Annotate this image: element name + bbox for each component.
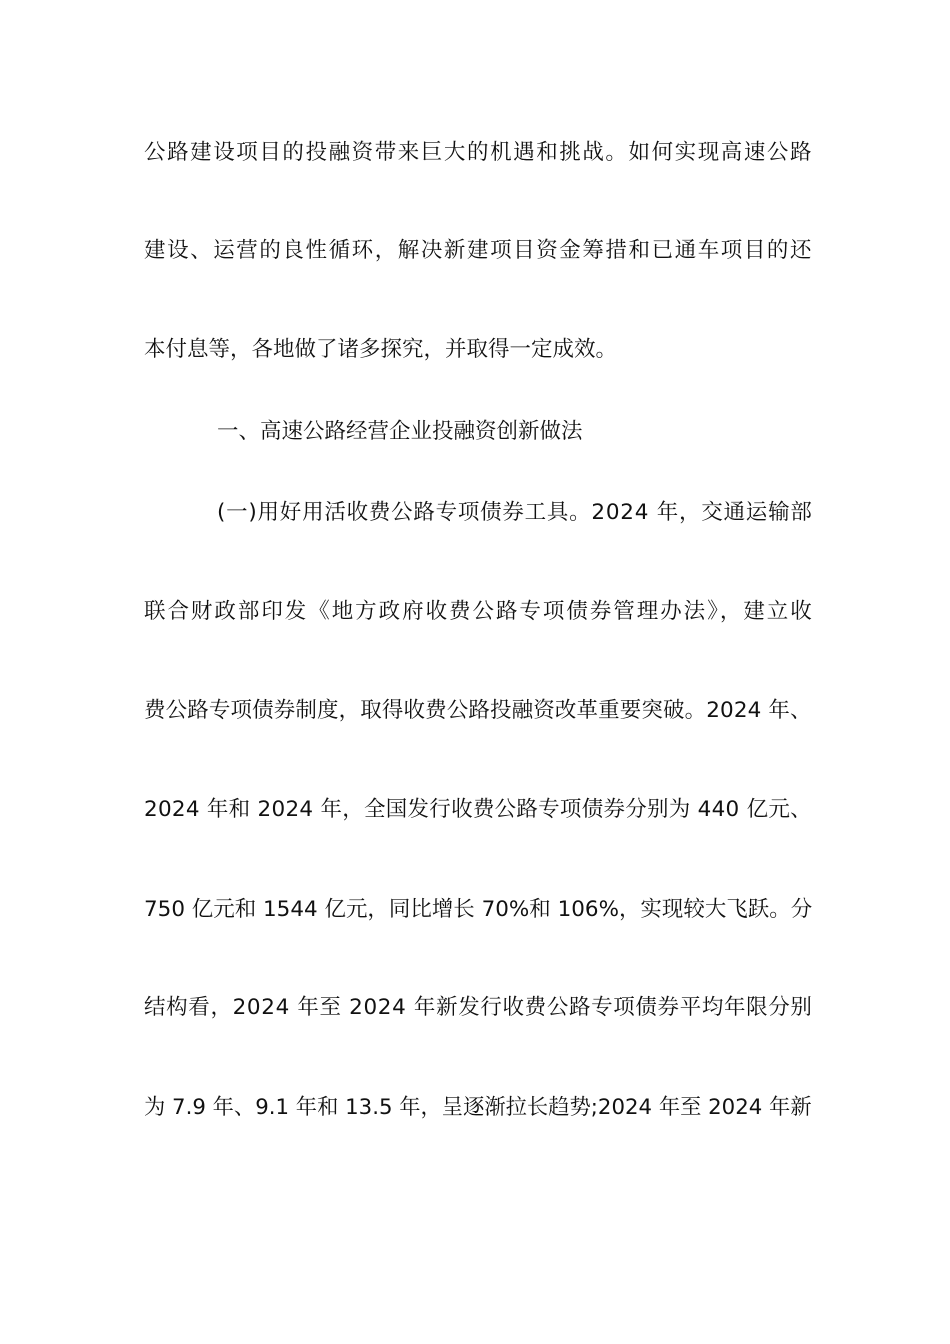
paragraph-line-6: 联合财政部印发《地方政府收费公路专项债券管理办法》，建立收 xyxy=(144,599,814,624)
paragraph-line-3: 本付息等，各地做了诸多探究，并取得一定成效。 xyxy=(144,337,618,362)
paragraph-line-10: 结构看，2024 年至 2024 年新发行收费公路专项债券平均年限分别 xyxy=(144,995,813,1020)
paragraph-line-11: 为 7.9 年、9.1 年和 13.5 年，呈逐渐拉长趋势;2024 年至 2024 年新 xyxy=(144,1095,812,1120)
paragraph-line-8: 2024 年和 2024 年，全国发行收费公路专项债券分别为 440 亿元、 xyxy=(144,797,812,822)
paragraph-line-7: 费公路专项债券制度，取得收费公路投融资改革重要突破。2024 年、 xyxy=(144,698,812,723)
paragraph-line-1: 公路建设项目的投融资带来巨大的机遇和挑战。如何实现高速公路 xyxy=(144,140,814,165)
subsection-first-line: (一)用好用活收费公路专项债券工具。2024 年，交通运输部 xyxy=(217,500,813,525)
section-heading: 一、高速公路经营企业投融资创新做法 xyxy=(217,419,583,444)
paragraph-line-2: 建设、运营的良性循环，解决新建项目资金筹措和已通车项目的还 xyxy=(144,238,814,263)
paragraph-line-9: 750 亿元和 1544 亿元，同比增长 70%和 106%，实现较大飞跃。分 xyxy=(144,897,813,922)
